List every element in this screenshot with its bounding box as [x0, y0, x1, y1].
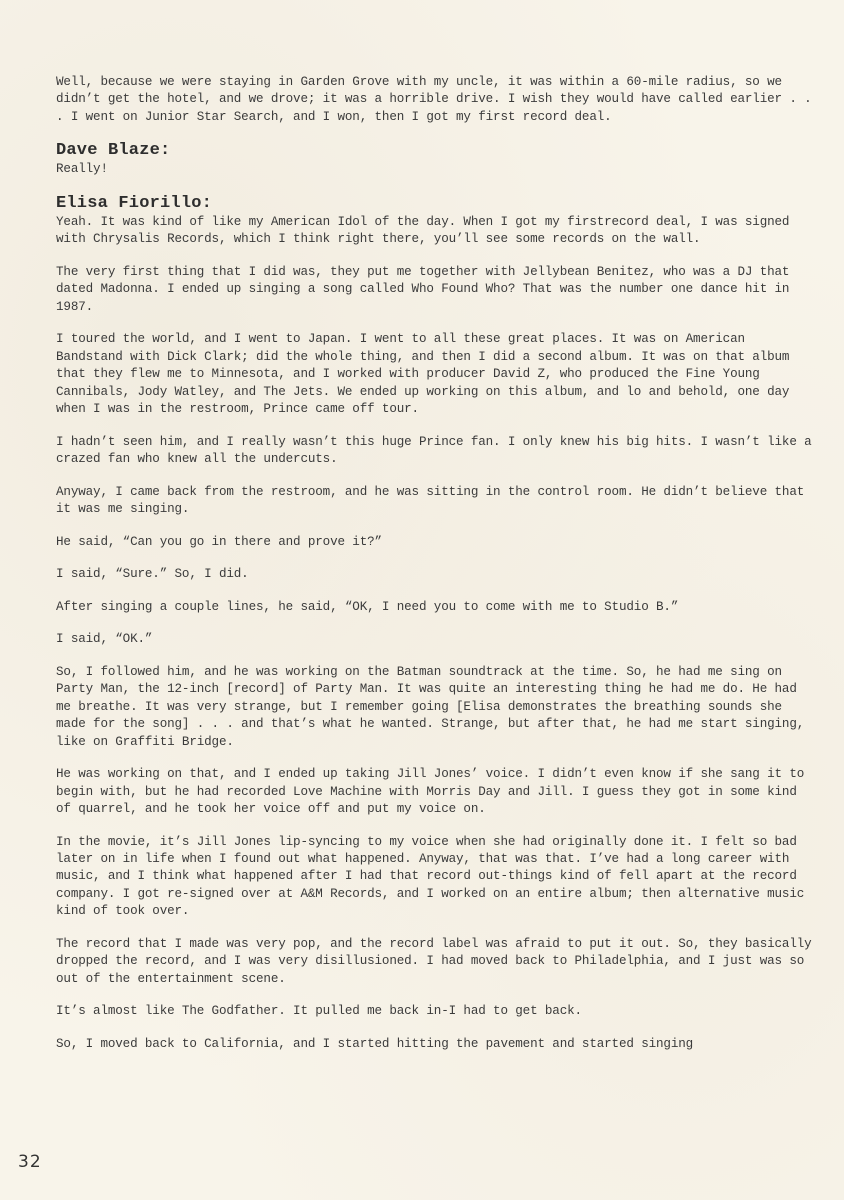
paragraph: The record that I made was very pop, and the record label was afraid to put it out. So, they basically dropped the record, and I was very disillusioned. I had moved back to Philadelphia, and I just was so out of the entertainment scene.: [56, 936, 812, 986]
paragraph: So, I followed him, and he was working on the Batman soundtrack at the time. So, he had me sing on Party Man, the 12-inch [record] of Party Man. It was quite an interesting thing he had me do. He had me breathe. It was very strange, but I remember going [Elisa demonstrates the breathing sounds she made for the song] . . . and that’s what he wanted. Strange, but after that, he had me start singing, like on Graffiti Bridge.: [56, 665, 805, 749]
paragraph: So, I moved back to California, and I started hitting the pavement and started singing: [56, 1036, 694, 1051]
document-body: [56, 74, 816, 1068]
paragraph: Really!: [56, 162, 108, 177]
paragraph: In the movie, it’s Jill Jones lip-syncing to my voice when she had originally done it. I felt so bad later on in life when I found out what happened. Anyway, that was that. I’ve had a long career with music, and I think what happened after I had that record out-things kind of fell apart at the record company. I got re-signed over at A&M Records, and I worked on an entire album; then alternative music kind of took over.: [56, 834, 805, 919]
page-number: 32: [18, 1152, 42, 1172]
paragraph: I said, “Sure.” So, I did.: [56, 567, 249, 582]
paragraph: After singing a couple lines, he said, “OK, I need you to come with me to Studio B.”: [56, 599, 679, 614]
paragraph: It’s almost like The Godfather. It pulled me back in-I had to get back.: [56, 1004, 582, 1019]
paragraph: The very first thing that I did was, they put me together with Jellybean Benitez, who was a DJ that dated Madonna. I ended up singing a song called Who Found Who? That was the number one dance hit in 1987.: [56, 265, 790, 314]
paragraph: Well, because we were staying in Garden Grove with my uncle, it was within a 60-mile radius, so we didn’t get the hotel, and we drove; it was a horrible drive. I wish they would have called earlier . . . I went on Junior Star Search, and I won, then I got my first record deal.: [56, 75, 812, 124]
speaker-name: Elisa Fiorillo:: [56, 194, 213, 213]
speaker-name: Dave Blaze:: [56, 141, 171, 161]
paragraph: Yeah. It was kind of like my American Idol of the day. When I got my firstrecord deal, I was signed with Chrysalis Records, which I think right there, you’ll see some records on the wall.: [56, 215, 790, 247]
paragraph: He was working on that, and I ended up taking Jill Jones’ voice. I didn’t even know if she sang it to begin with, but he had recorded Love Machine with Morris Day and Jill. I guess they got in some kind of quarrel, and he took her voice off and put my voice on.: [56, 767, 805, 817]
paragraph: I hadn’t seen him, and I really wasn’t this huge Prince fan. I only knew his big hits. I wasn’t like a crazed fan who knew all the undercuts.: [56, 434, 812, 467]
paragraph: He said, “Can you go in there and prove it?”: [56, 534, 382, 549]
paragraph: I said, “OK.”: [56, 632, 153, 647]
paragraph: I toured the world, and I went to Japan. I went to all these great places. It was on American Bandstand with Dick Clark; did the whole thing, and then I did a second album. It was on that album that they flew me to Minnesota, and I worked with producer David Z, who produced the Fine Young Cannibals, Jody Watley, and The Jets. We ended up working on this album, and lo and behold, one day when I was in the restroom, Prince came off tour.: [56, 332, 790, 417]
paragraph: Anyway, I came back from the restroom, and he was sitting in the control room. He didn’t believe that it was me singing.: [56, 484, 805, 517]
